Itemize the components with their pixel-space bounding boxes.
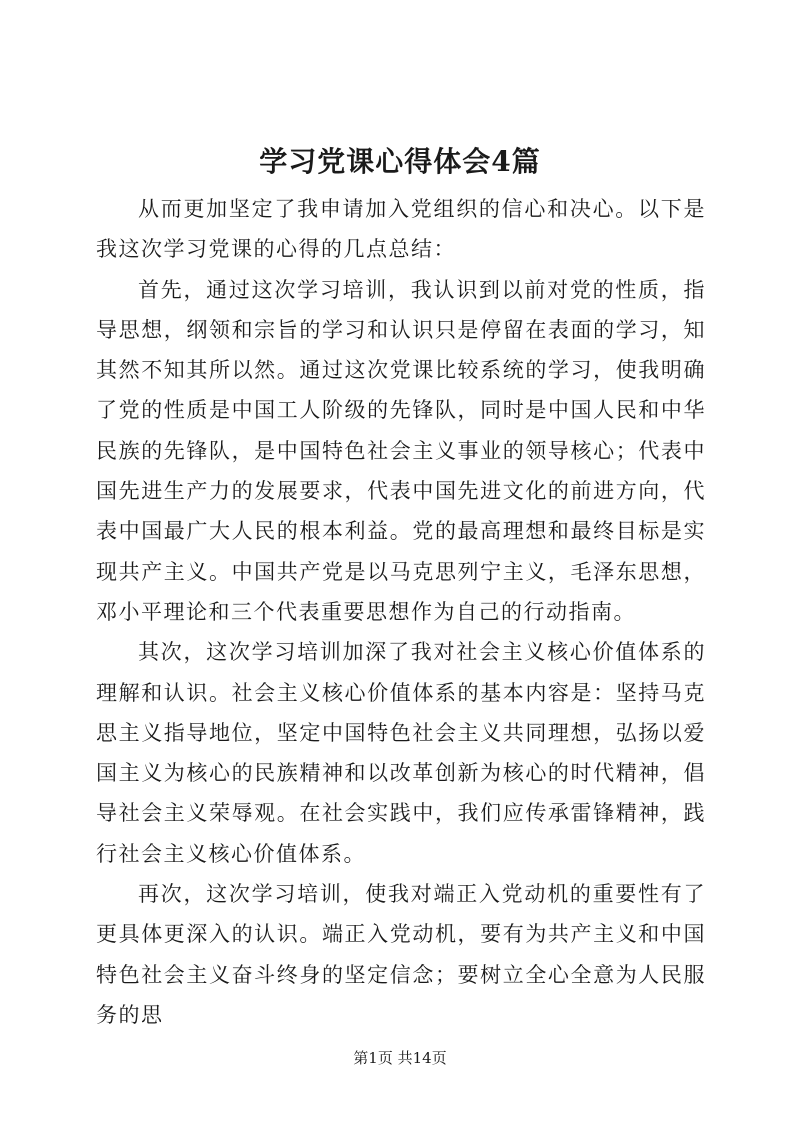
document-body bbox=[96, 189, 706, 1035]
paragraph-second-point: 其次，这次学习培训加深了我对社会主义核心价值体系的理解和认识。社会主义核心价值体系的基本内容是：坚持马克思主义指导地位，坚定中国特色社会主义共同理想，弘扬以爱国主义为核心的民族精神和以改革创新为核心的时代精神，倡导社会主义荣辱观。在社会实践中，我们应传承雷锋精神，践行社会主义核心价值体系。 bbox=[96, 640, 706, 866]
page-footer: 第1页 共14页 bbox=[353, 1049, 447, 1067]
document-title: 学习党课心得体会4篇 bbox=[259, 145, 541, 178]
paragraph-third-point: 再次，这次学习培训，使我对端正入党动机的重要性有了更具体更深入的认识。端正入党动机，要有为共产主义和中国特色社会主义奋斗终身的坚定信念；要树立全心全意为人民服务的思 bbox=[96, 882, 706, 1027]
paragraph-intro: 从而更加坚定了我申请加入党组织的信心和决心。以下是我这次学习党课的心得的几点总结： bbox=[96, 197, 706, 262]
paragraph-first-point: 首先，通过这次学习培训，我认识到以前对党的性质，指导思想，纲领和宗旨的学习和认识只是停留在表面的学习，知其然不知其所以然。通过这次党课比较系统的学习，使我明确了党的性质是中国工人阶级的先锋队，同时是中国人民和中华民族的先锋队，是中国特色社会主义事业的领导核心；代表中国先进生产力的发展要求，代表中国先进文化的前进方向，代表中国最广大人民的根本利益。党的最高理想和最终目标是实现共产主义。中国共产党是以马克思列宁主义，毛泽东思想，邓小平理论和三个代表重要思想作为自己的行动指南。 bbox=[96, 277, 706, 624]
